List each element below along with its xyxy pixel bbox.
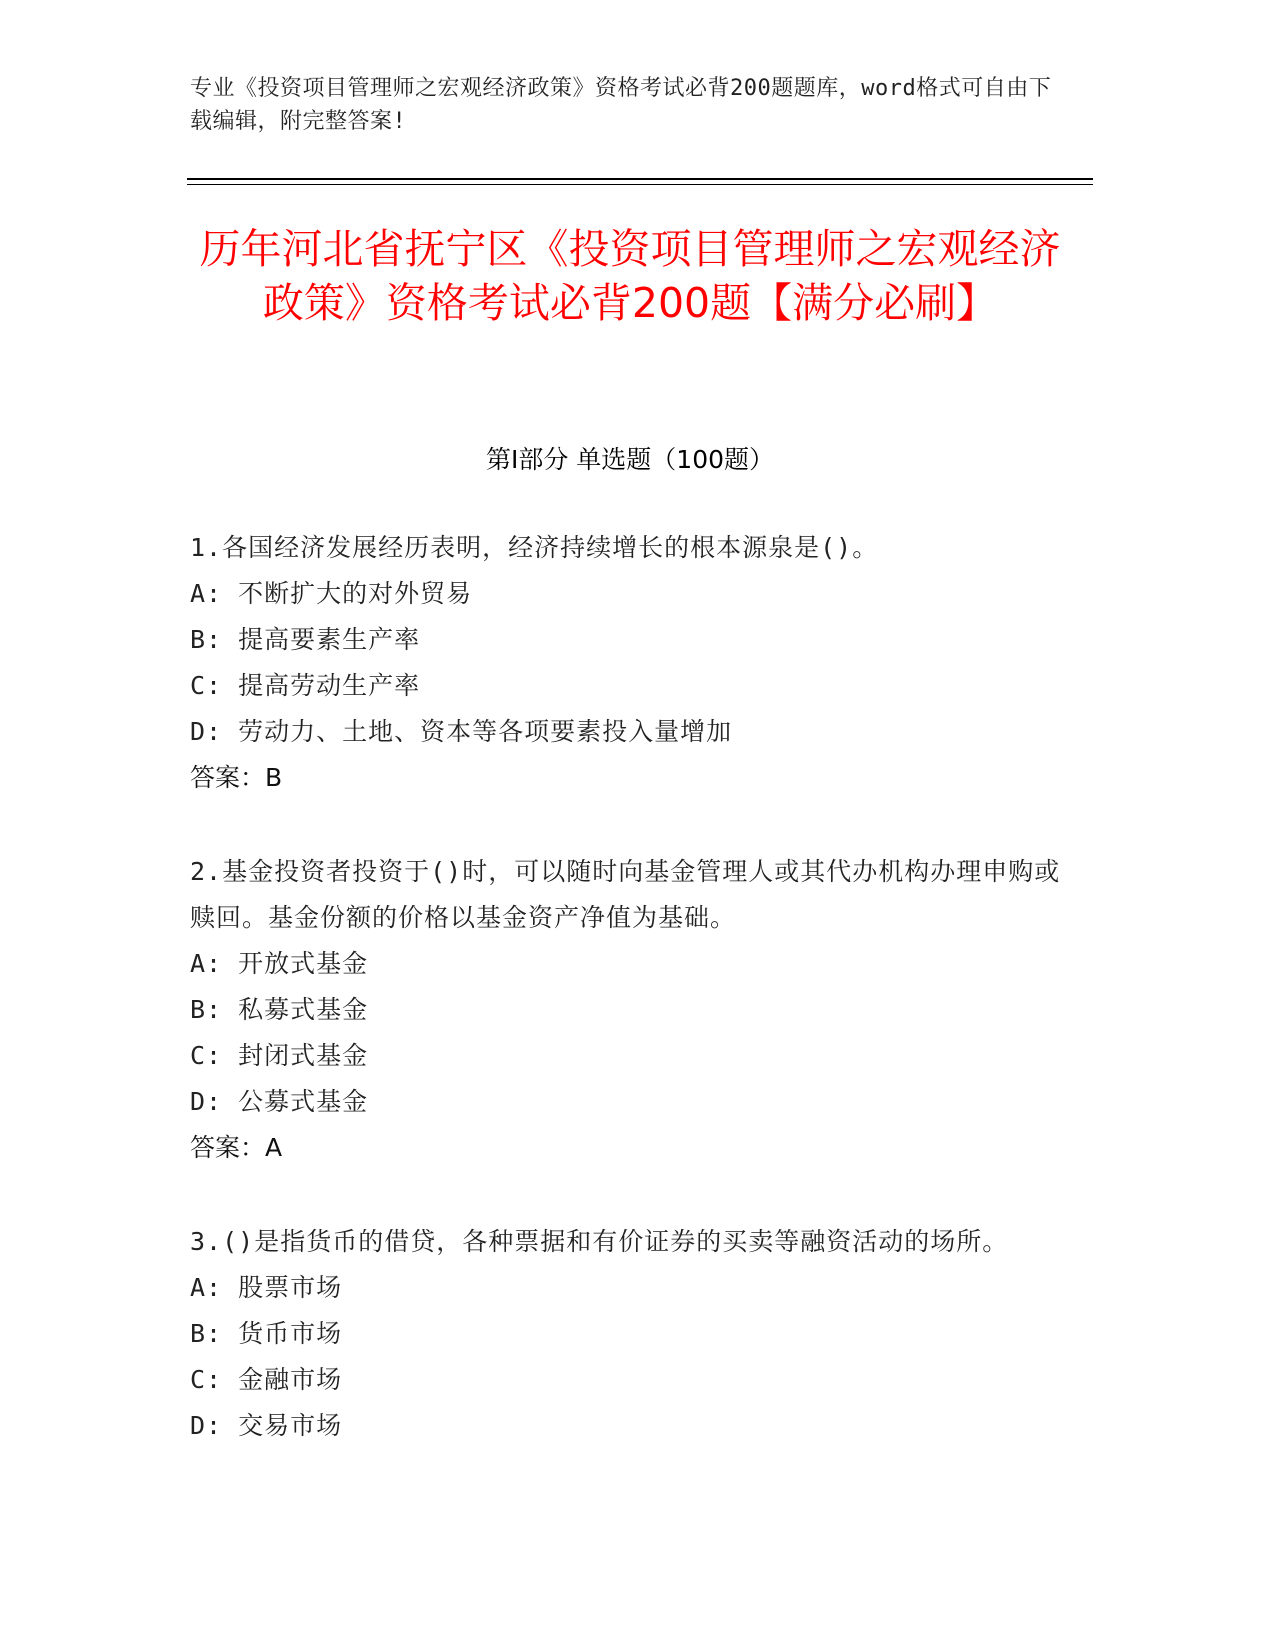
answer: 答案：B bbox=[190, 763, 283, 792]
question-3 bbox=[190, 1219, 1070, 1449]
section-title: 第I部分 单选题（100题） bbox=[485, 445, 775, 474]
option-a: A: 不断扩大的对外贸易 bbox=[190, 579, 473, 608]
document-title: 历年河北省抚宁区《投资项目管理师之宏观经济政策》资格考试必背200题【满分必刷】 bbox=[199, 225, 1061, 327]
option-c: C: 提高劳动生产率 bbox=[190, 671, 421, 700]
option-c: C: 封闭式基金 bbox=[190, 1041, 369, 1070]
question-text: 3.()是指货币的借贷，各种票据和有价证券的买卖等融资活动的场所。 bbox=[190, 1227, 1009, 1256]
question-text: 1.各国经济发展经历表明，经济持续增长的根本源泉是()。 bbox=[190, 533, 879, 562]
answer: 答案：A bbox=[190, 1133, 283, 1162]
option-d: D: 劳动力、土地、资本等各项要素投入量增加 bbox=[190, 717, 733, 746]
header-rule-thin bbox=[187, 184, 1093, 185]
option-b: B: 提高要素生产率 bbox=[190, 625, 421, 654]
question-2 bbox=[190, 849, 1070, 1171]
header-note: 专业《投资项目管理师之宏观经济政策》资格考试必背200题题库，word格式可自由下载编辑，附完整答案! bbox=[190, 76, 1052, 134]
option-d: D: 公募式基金 bbox=[190, 1087, 369, 1116]
option-a: A: 股票市场 bbox=[190, 1273, 343, 1302]
option-c: C: 金融市场 bbox=[190, 1365, 343, 1394]
question-list bbox=[190, 525, 1070, 1497]
header-rule-thick bbox=[187, 178, 1093, 180]
question-text: 2.基金投资者投资于()时，可以随时向基金管理人或其代办机构办理申购或赎回。基金份额的价格以基金资产净值为基础。 bbox=[190, 857, 1061, 932]
option-d: D: 交易市场 bbox=[190, 1411, 343, 1440]
option-a: A: 开放式基金 bbox=[190, 949, 369, 978]
option-b: B: 货币市场 bbox=[190, 1319, 343, 1348]
option-b: B: 私募式基金 bbox=[190, 995, 369, 1024]
question-1 bbox=[190, 525, 1070, 801]
